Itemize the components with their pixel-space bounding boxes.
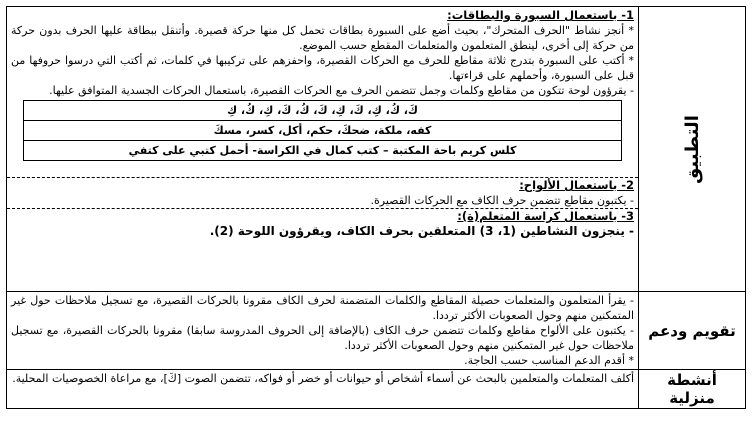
evaluation-row <box>7 292 746 370</box>
section3-paragraph1: - ينجزون النشاطين (1، 3) المتعلقين بحرف الكاف، ويقرؤون اللوحة (2). <box>209 224 634 238</box>
application-content <box>7 7 639 292</box>
evaluation-paragraph3: * أقدم الدعم المناسب حسب الحاجة. <box>464 354 634 367</box>
reading-board-row: كَ، كُ، كِ، كَ، كِ، كَ، كُ، كَ، كِ، كُ، كِ <box>24 101 621 121</box>
application-label-cell <box>639 7 746 292</box>
reading-board-row: كفه، ملكة، ضحكَ، حكم، أكل، كسر، مسكَ <box>24 121 621 141</box>
homework-content <box>7 370 639 409</box>
evaluation-label: تقويم ودعم <box>639 292 746 370</box>
evaluation-content <box>7 292 639 370</box>
homework-label: أنشطة منزلية <box>639 370 746 409</box>
evaluation-paragraph2: - يكتبون على الألواح مقاطع وكلمات تتضمن حرف الكاف (بالإضافة إلى الحروف المدروسة سابقا) مقرونا بالحركات القصيرة، مع تسجيل ملاحظات حول غير المتمكنين منهم وحول الصعوبات الأكثر ترددا. <box>11 324 634 352</box>
section1-paragraph3: - يقرؤون لوحة تتكون من مقاطع وكلمات وجمل تتضمن الحرف مع الحركات القصيرة، باستعمال الحركات الجسدية المتوافق عليها. <box>49 84 634 97</box>
section2-paragraph1: - يكتبون مقاطع تتضمن حرف الكاف مع الحركات القصيرة. <box>370 194 634 207</box>
reading-board-table <box>23 100 621 161</box>
evaluation-paragraph1: - يقرأ المتعلمون والمتعلمات حصيلة المقاطع والكلمات المتضمنة لحرف الكاف مقرونا بالحركات القصيرة، مع تسجيل ملاحظات حول غير المتمكنين منهم وحول الصعوبات الأكثر ترددا. <box>11 294 634 322</box>
application-label: التطبيق <box>681 114 703 184</box>
section2-title: 2- باستعمال الألواح: <box>519 178 634 192</box>
homework-row <box>7 370 746 409</box>
section1-paragraph1: * أنجز نشاط "الحرف المتحرك"، بحيث أضع على السبورة بطاقات تحمل كل منها حركة قصيرة. وأتنقل ببطاقة عليها الحرف بدون حركة من حركة إلى أخرى، لينطق المتعلمون والمتعلمات المقطع حسب الموضع. <box>11 24 634 52</box>
section3-title: 3- باستعمال كراسة المتعلم(ة): <box>457 209 634 223</box>
section1-paragraph2: * أكتب على السبورة بتدرج ثلاثة مقاطع للحرف مع الحركات القصيرة، واحفزهم على تركيبها في كلمات، ثم أكتب التي درسوا حروفها من قبل على السبورة، وأحملهم على قراءتها. <box>11 54 634 82</box>
reading-board-row: كلس كريم باحة المكتبة – كتب كمال في الكراسة- أحمل كتبي على كتفي <box>24 141 621 161</box>
section1-title: 1- باستعمال السبورة والبطاقات: <box>447 8 634 22</box>
homework-paragraph1: أكلف المتعلمات والمتعلمين بالبحث عن أسماء أشخاص أو حيوانات أو خضر أو فواكه، تتضمن الصوت [كَ]، مع مراعاة الخصوصيات المحلية. <box>12 372 634 385</box>
lesson-table <box>6 6 746 409</box>
application-row <box>7 7 746 292</box>
